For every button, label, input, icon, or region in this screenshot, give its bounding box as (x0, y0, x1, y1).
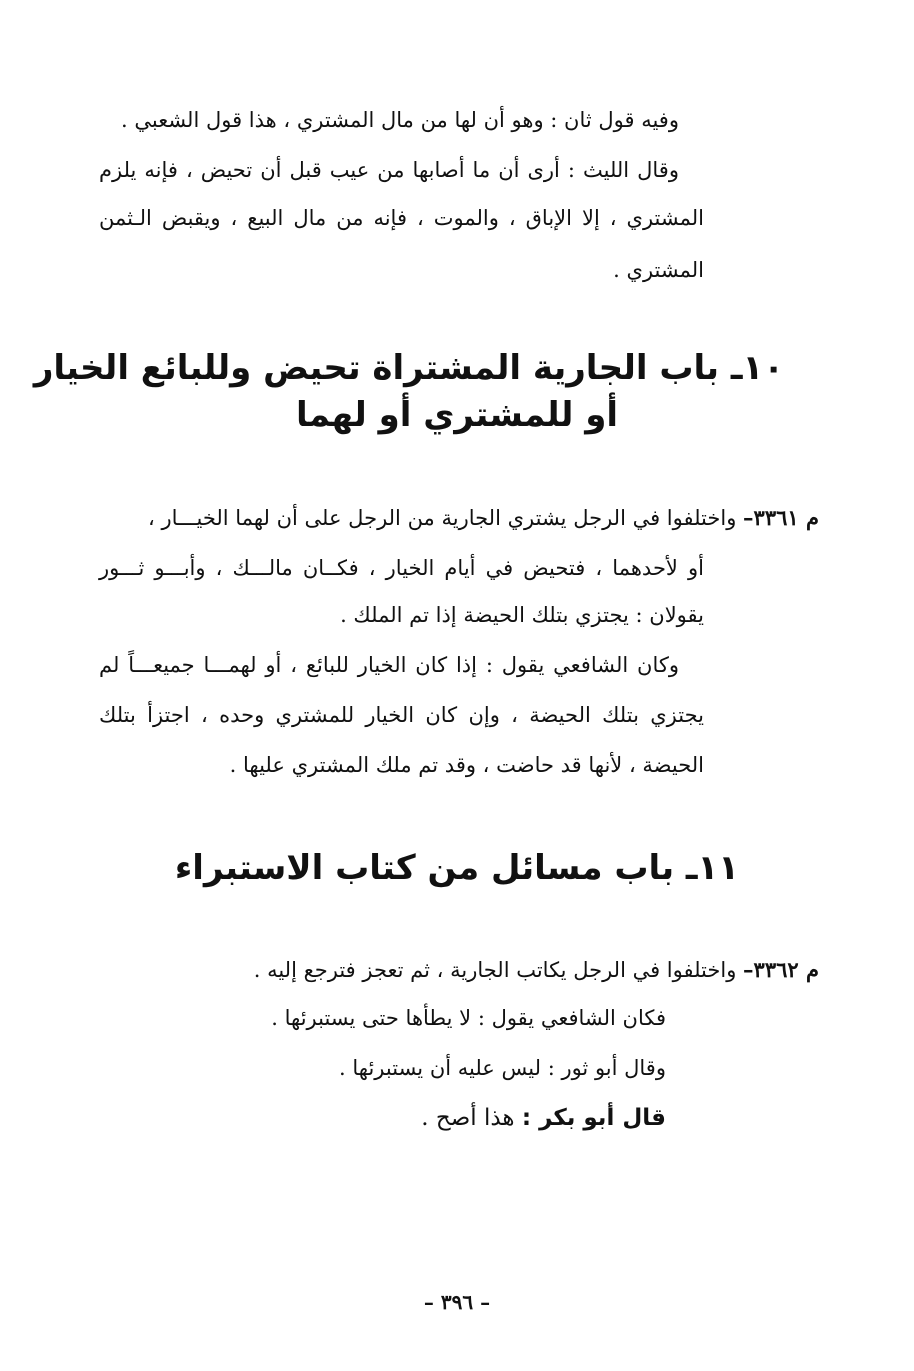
intro-line-1: وفيه قول ثان : وهو أن لها من مال المشتري ، هذا قول الشعبي . (121, 108, 679, 132)
intro-line-3: المشتري ، إلا الإباق ، والموت ، فإنه من مال البيع ، ويقبض الـثمن (99, 206, 704, 230)
chapter-11-title: ١١ـ باب مسائل من كتاب الاستبراء (174, 848, 740, 888)
abu-bakr-label: قال أبو بكر : (521, 1105, 666, 1131)
entry-3362-row-4 (421, 1103, 666, 1133)
entry-3361-line-2: أو لأحدهما ، فتحيض في أيام الخيار ، فكــان مالـــك ، وأبـــو ثـــور (99, 556, 704, 580)
intro-line-4: المشتري . (613, 258, 704, 282)
chapter-10-title-line-1: ١٠ـ باب الجارية المشتراة تحيض وللبائع الخيار (33, 348, 784, 388)
entry-3361-line-4: وكان الشافعي يقول : إذا كان الخيار للبائع ، أو لهمـــا جميعـــاً لم (99, 653, 679, 677)
entry-3361-number: م ٣٣٦١– (743, 505, 819, 530)
entry-3361-line-1: واختلفوا في الرجل يشتري الجارية من الرجل على أن لهما الخيـــار ، (148, 506, 737, 530)
entry-3362-line-4: هذا أصح . (421, 1105, 515, 1131)
entry-3361-line-3: يقولان : يجتزي بتلك الحيضة إذا تم الملك . (340, 603, 704, 627)
entry-3362-number: م ٣٣٦٢– (743, 957, 819, 982)
entry-3362-line-1: واختلفوا في الرجل يكاتب الجارية ، ثم تعجز فترجع إليه . (253, 958, 737, 982)
page-number: – ٣٩٦ – (423, 1290, 491, 1314)
entry-3361-line-6: الحيضة ، لأنها قد حاضت ، وقد تم ملك المشتري عليها . (229, 753, 704, 777)
entry-3362-line-3: وقال أبو ثور : ليس عليه أن يستبرئها . (339, 1056, 666, 1080)
chapter-10-title-line-2: أو للمشتري أو لهما (295, 395, 619, 435)
entry-3361-row-1 (99, 503, 819, 533)
entry-3361-line-5: يجتزي بتلك الحيضة ، وإن كان الخيار للمشتري وحده ، اجتزأ بتلك (99, 703, 704, 727)
entry-3362-line-2: فكان الشافعي يقول : لا يطأها حتى يستبرئها . (271, 1006, 666, 1030)
entry-3362-row-1 (254, 955, 819, 985)
intro-line-2: وقال الليث : أرى أن ما أصابها من عيب قبل أن تحيض ، فإنه يلزم (99, 158, 679, 182)
